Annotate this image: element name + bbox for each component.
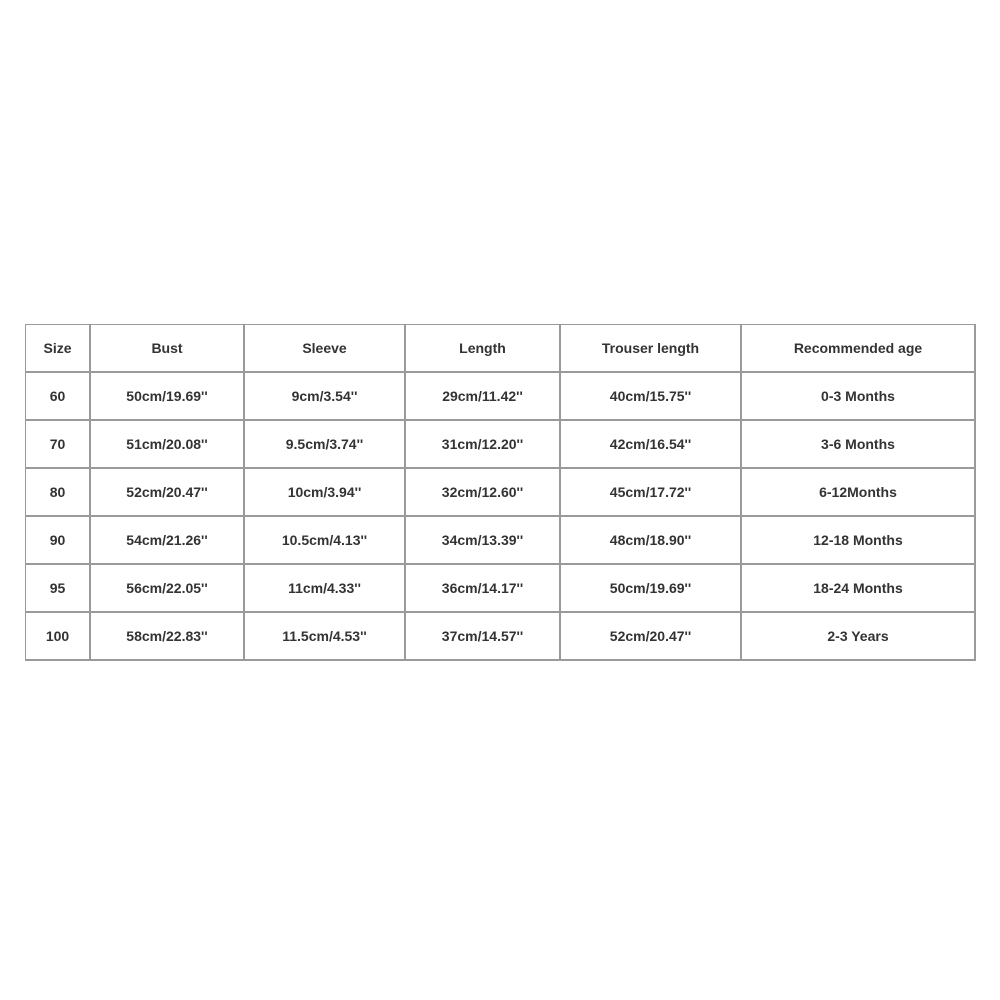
size-chart-table <box>25 324 976 661</box>
cell-size: 100 <box>26 613 91 661</box>
cell-bust: 56cm/22.05'' <box>91 565 245 613</box>
table-row <box>26 469 976 517</box>
table-row <box>26 613 976 661</box>
table-row <box>26 517 976 565</box>
cell-size: 90 <box>26 517 91 565</box>
cell-recommended-age: 0-3 Months <box>742 373 976 421</box>
cell-length: 34cm/13.39'' <box>406 517 561 565</box>
cell-sleeve: 11.5cm/4.53'' <box>245 613 406 661</box>
cell-length: 31cm/12.20'' <box>406 421 561 469</box>
cell-length: 29cm/11.42'' <box>406 373 561 421</box>
header-length: Length <box>406 325 561 373</box>
cell-sleeve: 10.5cm/4.13'' <box>245 517 406 565</box>
cell-bust: 50cm/19.69'' <box>91 373 245 421</box>
table-header-row <box>26 325 976 373</box>
cell-trouser-length: 45cm/17.72'' <box>561 469 742 517</box>
cell-recommended-age: 6-12Months <box>742 469 976 517</box>
table-row <box>26 565 976 613</box>
cell-bust: 52cm/20.47'' <box>91 469 245 517</box>
header-bust: Bust <box>91 325 245 373</box>
cell-trouser-length: 42cm/16.54'' <box>561 421 742 469</box>
header-trouser-length: Trouser length <box>561 325 742 373</box>
cell-size: 60 <box>26 373 91 421</box>
cell-recommended-age: 2-3 Years <box>742 613 976 661</box>
cell-size: 95 <box>26 565 91 613</box>
header-recommended-age: Recommended age <box>742 325 976 373</box>
cell-size: 70 <box>26 421 91 469</box>
cell-trouser-length: 50cm/19.69'' <box>561 565 742 613</box>
cell-sleeve: 9.5cm/3.74'' <box>245 421 406 469</box>
cell-bust: 51cm/20.08'' <box>91 421 245 469</box>
cell-length: 32cm/12.60'' <box>406 469 561 517</box>
cell-recommended-age: 18-24 Months <box>742 565 976 613</box>
header-size: Size <box>26 325 91 373</box>
header-sleeve: Sleeve <box>245 325 406 373</box>
cell-length: 37cm/14.57'' <box>406 613 561 661</box>
cell-trouser-length: 48cm/18.90'' <box>561 517 742 565</box>
cell-trouser-length: 40cm/15.75'' <box>561 373 742 421</box>
cell-trouser-length: 52cm/20.47'' <box>561 613 742 661</box>
cell-length: 36cm/14.17'' <box>406 565 561 613</box>
cell-bust: 54cm/21.26'' <box>91 517 245 565</box>
cell-recommended-age: 12-18 Months <box>742 517 976 565</box>
cell-sleeve: 10cm/3.94'' <box>245 469 406 517</box>
table-row <box>26 421 976 469</box>
cell-sleeve: 9cm/3.54'' <box>245 373 406 421</box>
table-row <box>26 373 976 421</box>
cell-sleeve: 11cm/4.33'' <box>245 565 406 613</box>
cell-bust: 58cm/22.83'' <box>91 613 245 661</box>
cell-recommended-age: 3-6 Months <box>742 421 976 469</box>
cell-size: 80 <box>26 469 91 517</box>
